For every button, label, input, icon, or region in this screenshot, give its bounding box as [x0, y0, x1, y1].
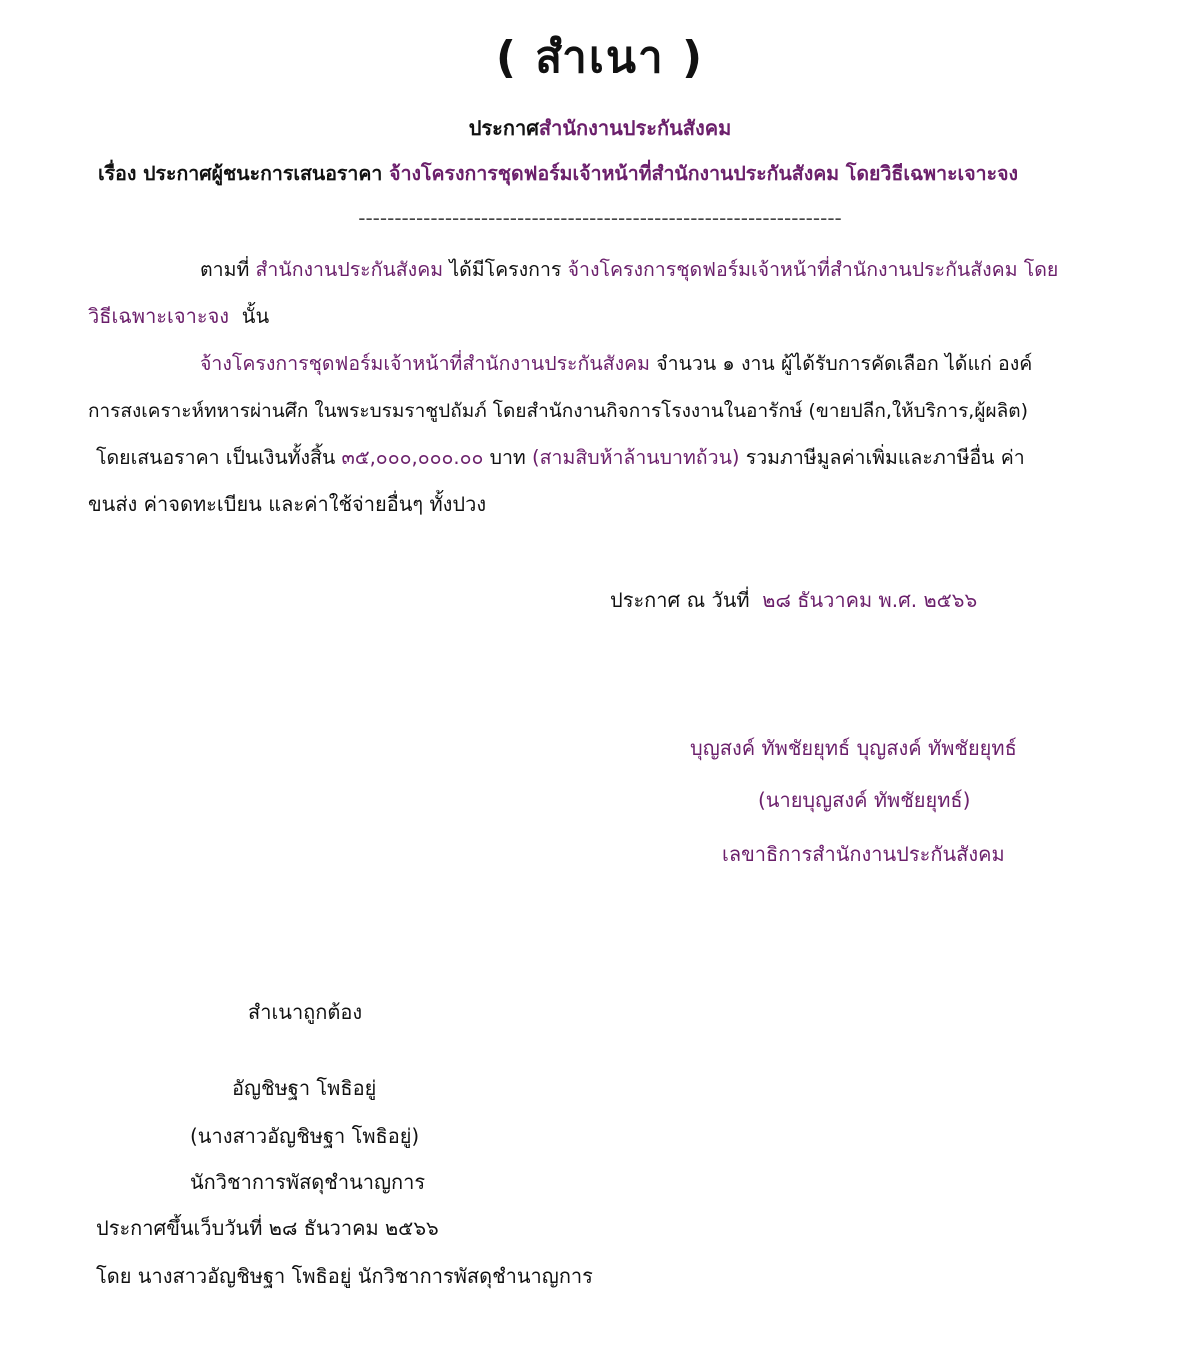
signer-position: เลขาธิการสำนักงานประกันสังคม [722, 842, 1005, 866]
signer-name: (นายบุญสงค์ ทัพชัยยุทธ์) [758, 788, 971, 812]
text: โดยเสนอราคา เป็นเงินทั้งสิ้น [96, 446, 336, 469]
subject-text: จ้างโครงการชุดฟอร์มเจ้าหน้าที่สำนักงานประกันสังคม โดยวิธีเฉพาะเจาะจง [389, 162, 1019, 185]
copy-name: (นางสาวอัญชิษฐา โพธิอยู่) [190, 1124, 420, 1148]
paragraph-2-line-2: การสงเคราะห์ทหารผ่านศึก ในพระบรมราชูปถัมภ์ โดยสำนักงานกิจการโรงงานในอารักษ์ (ขายปลีก,ให้บริการ,ผู้ผลิต) [88, 400, 1029, 422]
text: ได้มีโครงการ [449, 258, 562, 281]
paragraph-2-line-3 [96, 442, 1025, 473]
subject-label: เรื่อง ประกาศผู้ชนะการเสนอราคา [98, 162, 383, 185]
paragraph-1-line-1 [200, 254, 1058, 285]
document-title: ( สำเนา ) [495, 32, 705, 83]
text: บาท [489, 446, 526, 469]
amount: ๓๕,๐๐๐,๐๐๐.๐๐ [341, 446, 484, 469]
certified-copy: สำเนาถูกต้อง [248, 1000, 363, 1024]
text: นั้น [241, 304, 270, 328]
text: จำนวน ๑ งาน ผู้ได้รับการคัดเลือก ได้แก่ องค์ [656, 352, 1033, 375]
text: สำนักงานประกันสังคม [255, 258, 444, 281]
announcement-date [610, 584, 977, 616]
text: ตามที่ [200, 258, 250, 281]
divider: ------------------------------------------------------------------- [358, 206, 842, 230]
date-label: ประกาศ ณ วันที่ [610, 588, 750, 612]
amount-words: (สามสิบห้าล้านบาทถ้วน) [532, 446, 740, 469]
text: จ้างโครงการชุดฟอร์มเจ้าหน้าที่สำนักงานประกันสังคม โดย [567, 258, 1059, 281]
posted-date: ประกาศขึ้นเว็บวันที่ ๒๘ ธันวาคม ๒๕๖๖ [96, 1216, 439, 1240]
copy-position: นักวิชาการพัสดุชำนาญการ [190, 1170, 426, 1194]
paragraph-1-line-2 [88, 300, 269, 332]
org-name: สำนักงานประกันสังคม [538, 116, 732, 140]
text: รวมภาษีมูลค่าเพิ่มและภาษีอื่น ค่า [745, 446, 1025, 469]
paragraph-2-line-1 [200, 348, 1032, 379]
announcement-org [0, 112, 1200, 144]
date-value: ๒๘ ธันวาคม พ.ศ. ๒๕๖๖ [762, 588, 978, 612]
paragraph-2-line-4: ขนส่ง ค่าจดทะเบียน และค่าใช้จ่ายอื่นๆ ทั้งปวง [88, 492, 487, 516]
text: วิธีเฉพาะเจาะจง [88, 304, 230, 328]
text: จ้างโครงการชุดฟอร์มเจ้าหน้าที่สำนักงานประกันสังคม [200, 352, 650, 375]
copy-signature: อัญชิษฐา โพธิอยู่ [232, 1076, 377, 1100]
signer-signature: บุญสงค์ ทัพชัยยุทธ์ บุญสงค์ ทัพชัยยุทธ์ [690, 736, 1017, 760]
posted-by: โดย นางสาวอัญชิษฐา โพธิอยู่ นักวิชาการพัสดุชำนาญการ [96, 1264, 593, 1288]
subject-line [98, 158, 1018, 189]
org-prefix: ประกาศ [468, 116, 539, 140]
